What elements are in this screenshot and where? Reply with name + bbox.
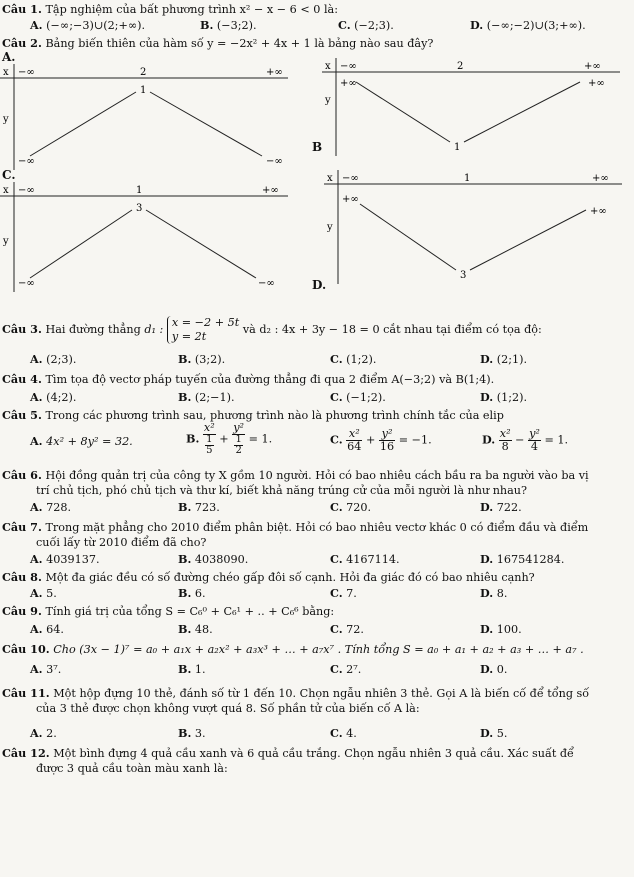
table-a-minus-inf: −∞ [18,67,35,78]
table-d-plus-inf: +∞ [592,173,609,184]
q3-system [167,316,239,344]
q9-option-b[interactable]: B. 48. [178,622,213,636]
q11-option-a[interactable]: A. 2. [30,726,57,740]
table-b-plus-inf: +∞ [584,61,601,72]
table-b-arrow-up [464,82,580,142]
q8-option-b[interactable]: B. 6. [178,586,206,600]
q10-stem-row [2,642,584,656]
table-b-mid: 2 [457,61,464,72]
q7-stem-row [2,520,588,534]
q3-d1: d₁ : [144,323,164,336]
q2-stem: Bảng biến thiên của hàm số y = −2x² + 4x + 1 là bảng nào sau đây? [45,37,434,50]
table-a-arrow-up [30,92,136,156]
q10-option-c[interactable]: C. 2⁷. [330,662,362,676]
q6-option-b[interactable]: B. 723. [178,500,220,514]
q2-table-d [324,170,624,289]
q3-option-d[interactable]: D. (2;1). [480,352,528,366]
table-c-val: 3 [136,203,143,214]
table-c-mid: 1 [136,185,143,196]
q2-table-a-svg [0,64,290,174]
q6-stem2: trí chủ tịch, phó chủ tịch và thư kí, biết khả năng trúng cử của mỗi người là như nhau? [36,484,528,497]
q9-option-d[interactable]: D. 100. [480,622,522,636]
table-c-y: y [3,236,9,247]
q5-b-frac2: $\frac{\text{y²}}{\frac{1}{2}}$ [233,421,245,457]
table-b-high-r: +∞ [588,78,605,89]
q6-stem1: Hội đồng quản trị của công ty X gồm 10 người. Hỏi có bao nhiêu cách bầu ra ba người vào ba vị [45,469,589,482]
q3-stem-a: Hai đường thẳng [45,323,141,336]
q8-option-c[interactable]: C. 7. [330,586,357,600]
q12-stem2: được 3 quả cầu toàn màu xanh là: [36,762,228,775]
q5-b-frac1: $\frac{\text{x²}}{\frac{1}{5}}$ [203,421,215,457]
q3-label: Câu 3. [2,322,42,336]
q1-option-a[interactable]: A. (−∞;−3)∪(2;+∞). [30,18,146,32]
table-d-minus-inf: −∞ [342,173,359,184]
table-b-x: x [325,61,331,72]
q3-stem-b: và d₂ : 4x + 3y − 18 = 0 cắt nhau tại điểm có tọa độ: [242,323,542,336]
q5-option-a[interactable]: A. 4x² + 8y² = 32. [30,434,133,448]
q8-label: Câu 8. [2,570,42,584]
table-c-plus-inf: +∞ [262,185,279,196]
table-b-y: y [325,95,331,106]
q1-stem: Tập nghiệm của bất phương trình x² − x − 6 < 0 là: [45,3,338,16]
q5-option-c[interactable]: C. $\frac{\text{x²}}{64}$ + $\frac{\text{y²}}{16}$ = −1. [330,427,432,453]
table-d-y: y [327,222,333,233]
q2-label: Câu 2. [2,36,42,50]
q1-label: Câu 1. [2,2,42,16]
q2-table-b [322,58,622,161]
table-b-arrow-down [356,82,450,142]
q1-option-c[interactable]: C. (−2;3). [338,18,394,32]
table-b-val: 1 [454,142,461,153]
table-b-minus-inf: −∞ [340,61,357,72]
table-d-x: x [327,173,333,184]
q5-stem: Trong các phương trình sau, phương trình nào là phương trình chính tắc của elip [45,409,504,422]
table-c-low-r: −∞ [258,278,275,289]
q11-label: Câu 11. [2,686,50,700]
q5-label: Câu 5. [2,408,42,422]
table-a-arrow-down [150,92,262,156]
q3-option-b[interactable]: B. (3;2). [178,352,226,366]
table-a-y: y [3,114,9,125]
q7-option-d[interactable]: D. 167541284. [480,552,565,566]
q6-option-c[interactable]: C. 720. [330,500,372,514]
q6-option-a[interactable]: A. 728. [30,500,72,514]
table-b-high-l: +∞ [340,78,357,89]
table-a-low-l: −∞ [18,156,35,167]
q7-label: Câu 7. [2,520,42,534]
q2-table-b-svg [322,58,622,158]
q11-option-b[interactable]: B. 3. [178,726,206,740]
table-c-arrow-down [146,210,256,278]
table-d-high-r: +∞ [590,206,607,217]
q2-table-d-letter[interactable]: D. [312,278,327,292]
q2-table-c-svg [0,182,290,294]
q12-label: Câu 12. [2,746,50,760]
table-d-arrow-up [470,210,586,270]
q5-option-b[interactable]: B. $\frac{\text{x²}}{\frac{1}{5}}$ + $\frac{\text{y²}}{\frac{1}{2}}$ = 1. [186,421,273,457]
q4-stem-row [2,372,494,386]
table-a-mid: 2 [140,67,147,78]
q6-label: Câu 6. [2,468,42,482]
q11-stem-row [2,686,589,700]
q9-option-a[interactable]: A. 64. [30,622,64,636]
q1-option-b[interactable]: B. (−3;2). [200,18,257,32]
q8-option-d[interactable]: D. 8. [480,586,508,600]
table-d-arrow-down [360,204,456,270]
q8-stem-row [2,570,535,584]
table-c-minus-inf: −∞ [18,185,35,196]
table-a-low-r: −∞ [266,156,283,167]
q12-stem1: Một bình đựng 4 quả cầu xanh và 6 quả cầu trắng. Chọn ngẫu nhiên 3 quả cầu. Xác suất để [53,747,574,760]
q12-stem-row [2,746,574,760]
q2-table-c [0,182,290,297]
table-c-low-l: −∞ [18,278,35,289]
q1-stem-row [2,2,338,16]
q6-stem-row [2,468,589,482]
q2-stem-row [2,36,433,50]
q9-stem-row [2,604,334,618]
q8-option-a[interactable]: A. 5. [30,586,57,600]
q4-option-c[interactable]: C. (−1;2). [330,390,386,404]
q3-stem-row [2,316,542,344]
q2-table-a-letter[interactable]: A. [2,50,16,64]
q7-option-b[interactable]: B. 4038090. [178,552,249,566]
q3-option-c[interactable]: C. (1;2). [330,352,377,366]
q4-option-a[interactable]: A. (4;2). [30,390,77,404]
q3-sys-line1: x = −2 + 5t [171,316,240,329]
q3-option-a[interactable]: A. (2;3). [30,352,77,366]
table-a-x: x [3,67,9,78]
q7-option-a[interactable]: A. 4039137. [30,552,100,566]
q7-stem1: Trong mặt phẳng cho 2010 điểm phân biệt. Hỏi có bao nhiêu vectơ khác 0 có điểm đầu và điểm [45,521,589,534]
q10-label: Câu 10. [2,642,50,656]
q7-option-c[interactable]: C. 4167114. [330,552,400,566]
q9-label: Câu 9. [2,604,42,618]
q9-option-c[interactable]: C. 72. [330,622,364,636]
q5-option-d[interactable]: D. $\frac{\text{x²}}{8}$ − $\frac{\text{y²}}{4}$ = 1. [482,427,569,453]
table-a-val: 1 [140,85,147,96]
q10-option-d[interactable]: D. 0. [480,662,508,676]
q1-option-d[interactable]: D. (−∞;−2)∪(3;+∞). [470,18,586,32]
q11-stem1: Một hộp đựng 10 thẻ, đánh số từ 1 đến 10. Chọn ngẫu nhiên 3 thẻ. Gọi A là biến cố để tổng số [53,687,590,700]
q2-table-b-letter[interactable]: B [312,140,323,154]
q10-option-a[interactable]: A. 3⁷. [30,662,62,676]
q4-stem: Tìm tọa độ vectơ pháp tuyến của đường thẳng đi qua 2 điểm A(−3;2) và B(1;4). [45,373,495,386]
q2-table-a [0,64,290,177]
table-d-val: 3 [460,270,467,281]
q5-stem-row [2,408,504,422]
q10-stem: Cho (3x − 1)⁷ = a₀ + a₁x + a₂x² + a₃x³ + … + a₇x⁷ . Tính tổng S = a₀ + a₁ + a₂ + a₃ + … + a₇ . [53,643,584,656]
q4-label: Câu 4. [2,372,42,386]
q2-table-c-letter[interactable]: C. [2,168,16,182]
table-c-x: x [3,185,9,196]
q3-sys-line2: y = 2t [171,330,207,343]
q11-stem2: của 3 thẻ được chọn không vượt quá 8. Số phần tử của biến cố A là: [36,702,420,715]
table-d-mid: 1 [464,173,471,184]
q8-stem: Một đa giác đều có số đường chéo gấp đôi số cạnh. Hỏi đa giác đó có bao nhiêu cạnh? [45,571,535,584]
table-d-high-l: +∞ [342,194,359,205]
q6-option-d[interactable]: D. 722. [480,500,522,514]
q4-option-d[interactable]: D. (1;2). [480,390,528,404]
table-a-plus-inf: +∞ [266,67,283,78]
q7-stem2: cuối lấy từ 2010 điểm đã cho? [36,536,207,549]
table-c-arrow-up [30,210,132,278]
q11-option-c[interactable]: C. 4. [330,726,357,740]
q9-stem: Tính giá trị của tổng S = C₆⁰ + C₆¹ + .. + C₆⁶ bằng: [45,605,335,618]
q2-table-d-svg [324,170,624,286]
q11-option-d[interactable]: D. 5. [480,726,508,740]
q4-option-b[interactable]: B. (2;−1). [178,390,235,404]
q10-option-b[interactable]: B. 1. [178,662,206,676]
